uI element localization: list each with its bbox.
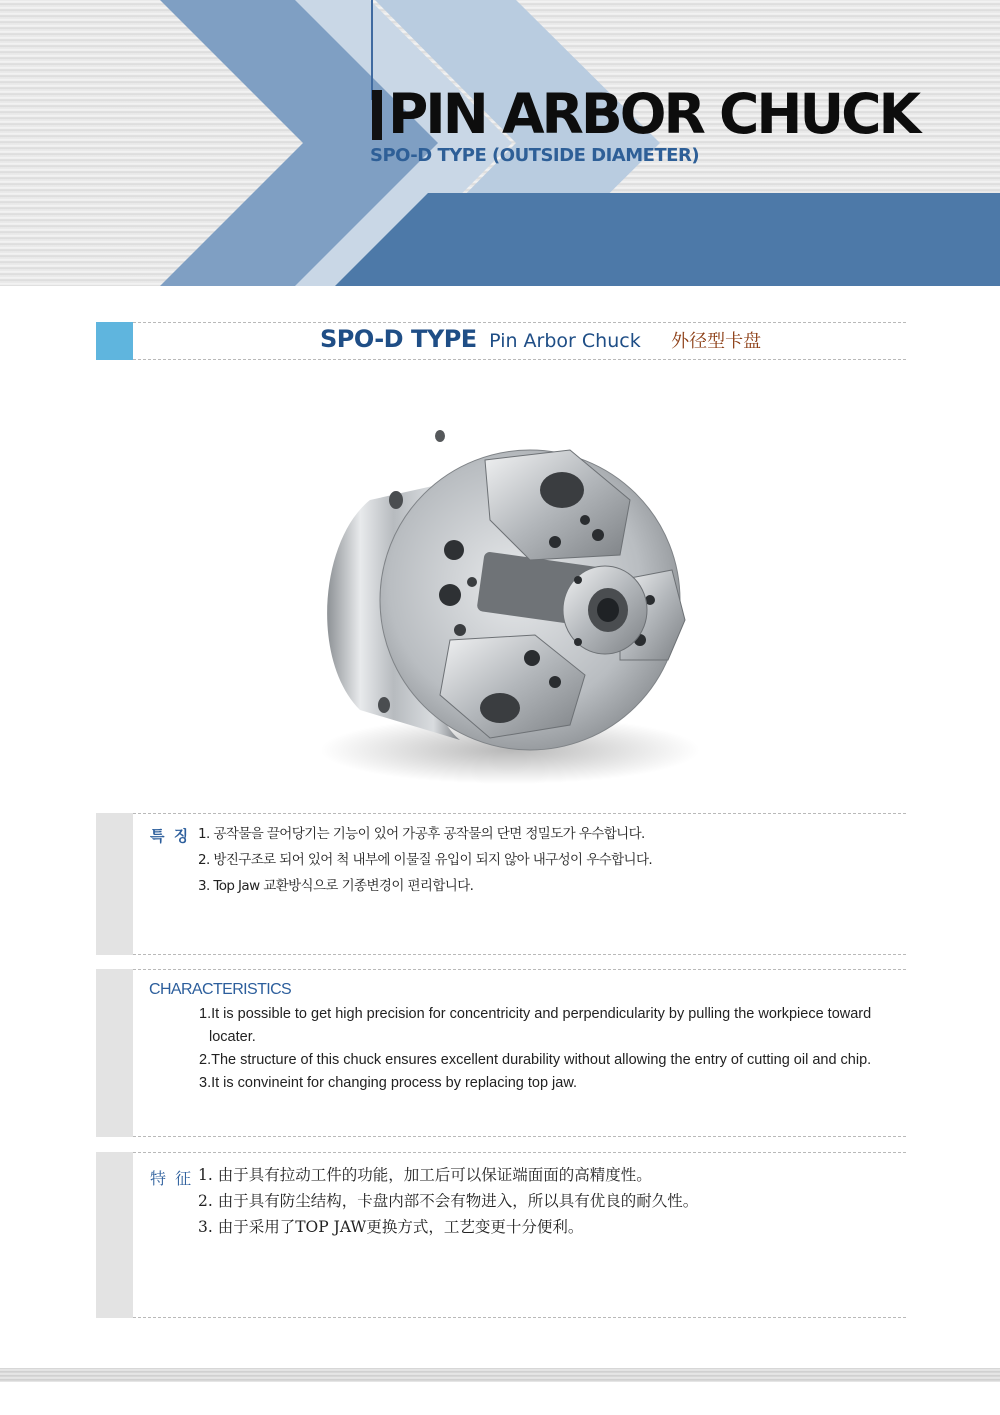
features-kr-label: 특 징 [150, 827, 191, 845]
header-vertical-line [371, 0, 373, 100]
title-bar-mark [372, 90, 382, 140]
list-item [199, 1003, 879, 1049]
footer-stripe [0, 1368, 1000, 1382]
panel-top-rule [133, 1152, 906, 1153]
list-item: 2. 由于具有防尘结构，卡盘内部不会有物进入，所以具有优良的耐久性。 [198, 1192, 699, 1210]
panel-side-bar [96, 1152, 133, 1318]
list-item-text: 1.It is possible to get high precision for concentricity and perpendicularity by pulling the workpiece toward [199, 1006, 872, 1022]
characteristics-label: CHARACTERISTICS [149, 981, 292, 998]
list-item: 3. 由于采用了TOP JAW更换方式，工艺变更十分便利。 [198, 1218, 584, 1236]
features-kr-list [198, 825, 652, 903]
panel-top-rule [133, 813, 906, 814]
section-title [320, 325, 761, 353]
page-title: PIN ARBOR CHUCK [388, 82, 919, 146]
list-item: 2. 방진구조로 되어 있어 척 내부에 이물질 유입이 되지 않아 내구성이 우수합니다. [198, 852, 653, 868]
list-item: 1. 由于具有拉动工件的功能，加工后可以保证端面面的高精度性。 [198, 1166, 652, 1184]
header-banner [0, 0, 1000, 286]
section-accent-square [96, 322, 133, 360]
panel-side-bar [96, 969, 133, 1137]
list-item: 1. 공작물을 끌어당기는 기능이 있어 가공후 공작물의 단면 정밀도가 우수합니다. [198, 826, 645, 842]
features-cn-label: 特 征 [150, 1169, 194, 1188]
panel-bottom-rule [133, 1136, 906, 1137]
panel-side-bar [96, 813, 133, 955]
list-item: 3.It is convineint for changing process by replacing top jaw. [199, 1075, 578, 1091]
list-item: 2.The structure of this chuck ensures excellent durability without allowing the entry of cutting oil and chip. [199, 1052, 872, 1068]
pin-arbor-chuck-photo [300, 420, 700, 790]
panel-bottom-rule [133, 1317, 906, 1318]
section-bottom-rule [133, 359, 906, 360]
section-top-rule [133, 322, 906, 323]
panel-top-rule [133, 969, 906, 970]
features-kr-panel [96, 813, 906, 955]
list-item: 3. Top Jaw 교환방식으로 기종변경이 편리합니다. [198, 878, 474, 894]
section-title-light: Pin Arbor Chuck [489, 330, 641, 352]
characteristics-list [199, 1003, 879, 1095]
list-item-continuation: locater. [209, 1029, 256, 1045]
features-cn-list [198, 1164, 698, 1242]
section-title-cn: 外径型卡盘 [671, 331, 762, 352]
features-cn-panel [96, 1152, 906, 1318]
characteristics-panel [96, 969, 906, 1137]
page-subtitle: SPO-D TYPE (OUTSIDE DIAMETER) [370, 145, 700, 166]
section-title-bold: SPO-D TYPE [320, 325, 477, 353]
panel-bottom-rule [133, 954, 906, 955]
section-title-row [96, 322, 906, 360]
